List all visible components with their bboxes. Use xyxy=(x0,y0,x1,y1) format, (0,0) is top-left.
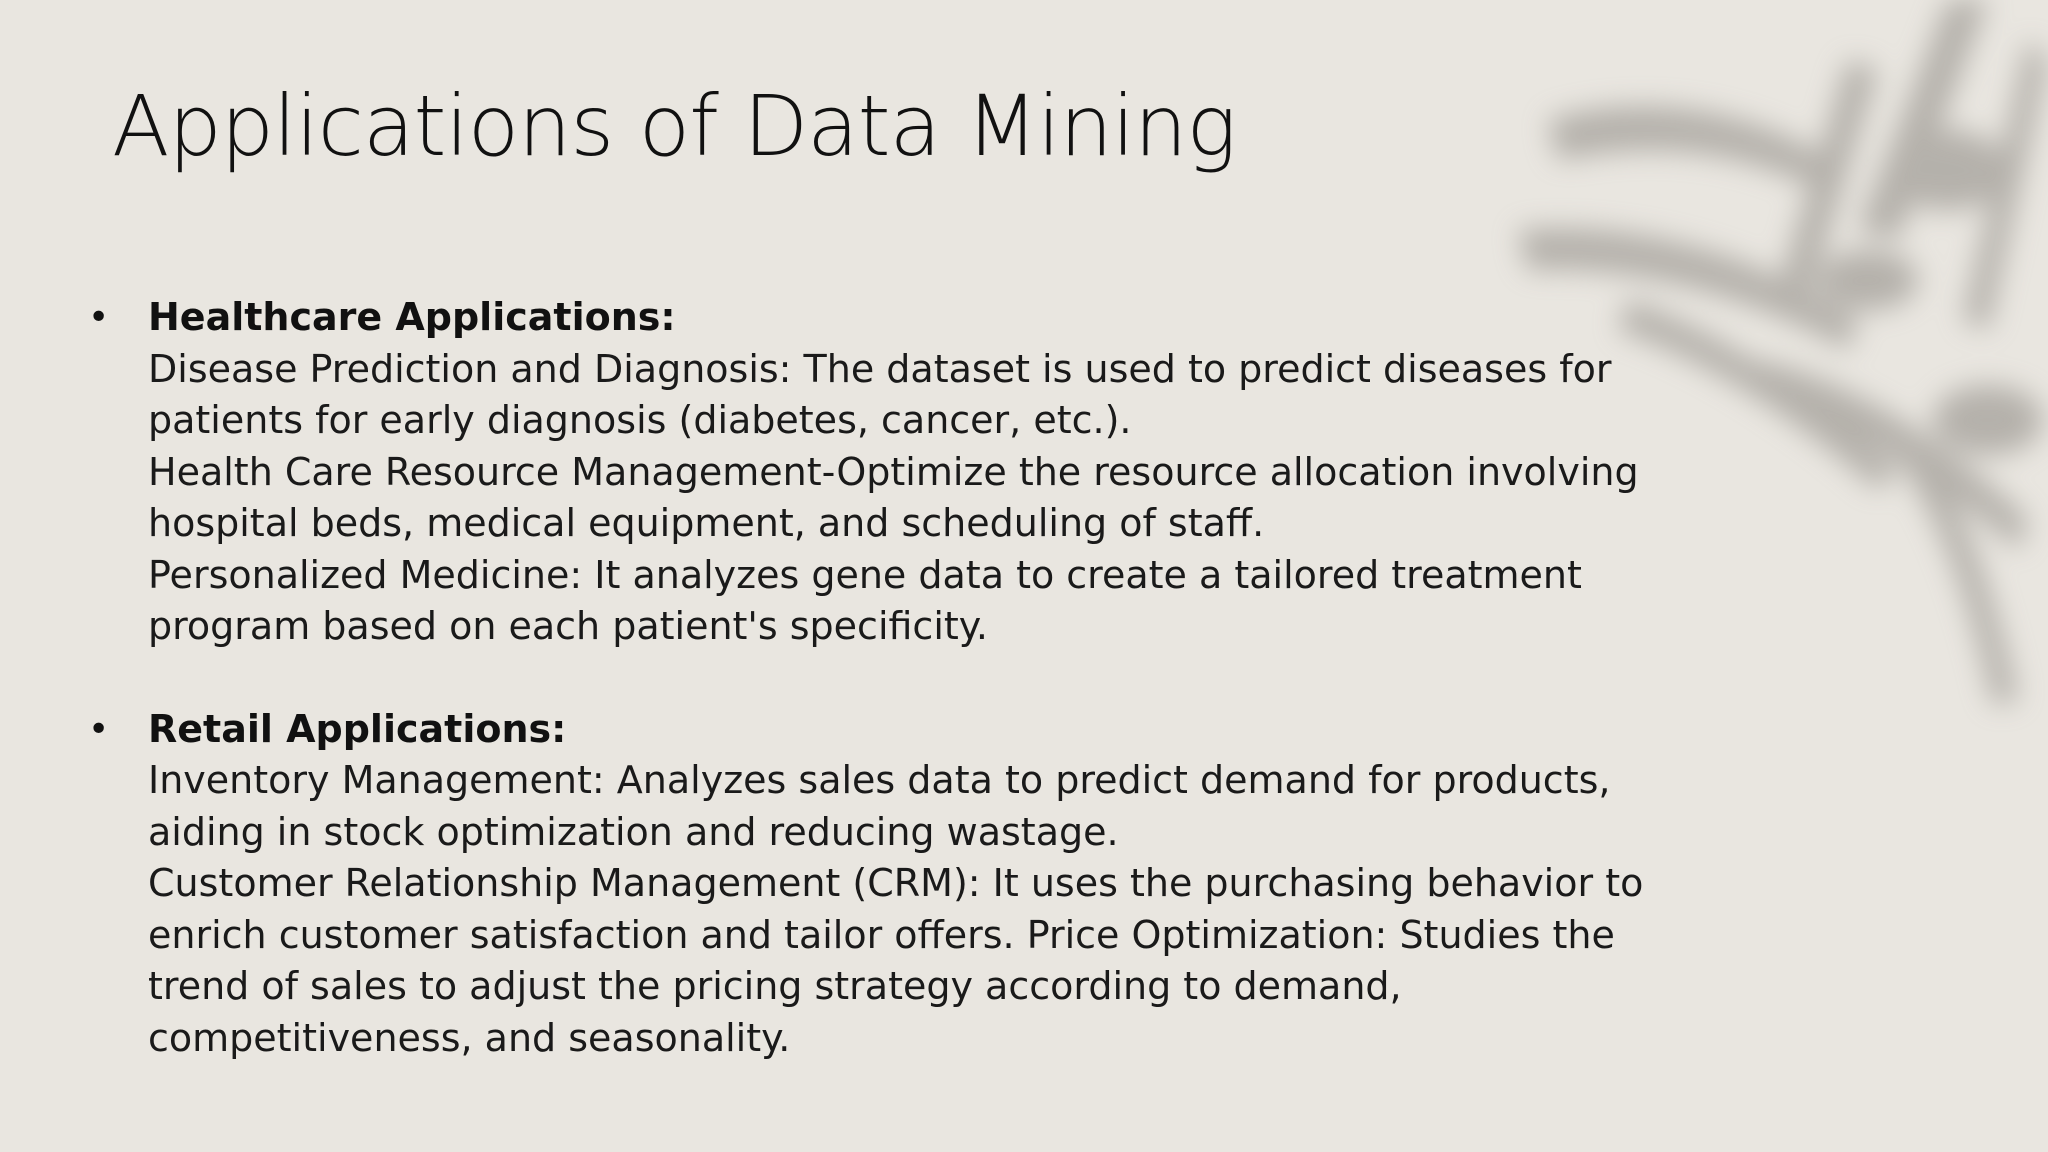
bullet-icon: • xyxy=(88,708,110,750)
bullet-list xyxy=(88,292,1708,1115)
section-line: Inventory Management: Analyzes sales data to predict demand for products, xyxy=(148,758,1611,802)
section-line: trend of sales to adjust the pricing strategy according to demand, xyxy=(148,964,1402,1008)
section-line: Customer Relationship Management (CRM): It uses the purchasing behavior to xyxy=(148,861,1644,905)
bullet-item-retail xyxy=(88,704,1708,1065)
section-line: Health Care Resource Management-Optimize the resource allocation involving xyxy=(148,449,1639,494)
section-heading: Healthcare Applications: xyxy=(148,295,676,339)
section-line: program based on each patient's specificity. xyxy=(148,604,988,648)
section-line: hospital beds, medical equipment, and scheduling of staff. xyxy=(148,501,1265,545)
section-line: competitiveness, and seasonality. xyxy=(148,1015,791,1060)
section-line: enrich customer satisfaction and tailor offers. Price Optimization: Studies the xyxy=(148,912,1615,957)
slide-title: Applications of Data Mining xyxy=(112,77,1236,175)
section-line: Disease Prediction and Diagnosis: The dataset is used to predict diseases for xyxy=(148,346,1612,391)
bullet-icon: • xyxy=(88,297,110,338)
section-line: aiding in stock optimization and reducing wastage. xyxy=(148,809,1119,854)
section-line: patients for early diagnosis (diabetes, cancer, etc.). xyxy=(148,398,1132,442)
bullet-item-healthcare xyxy=(88,292,1708,653)
section-heading: Retail Applications: xyxy=(148,706,567,751)
section-line: Personalized Medicine: It analyzes gene data to create a tailored treatment xyxy=(148,552,1582,597)
